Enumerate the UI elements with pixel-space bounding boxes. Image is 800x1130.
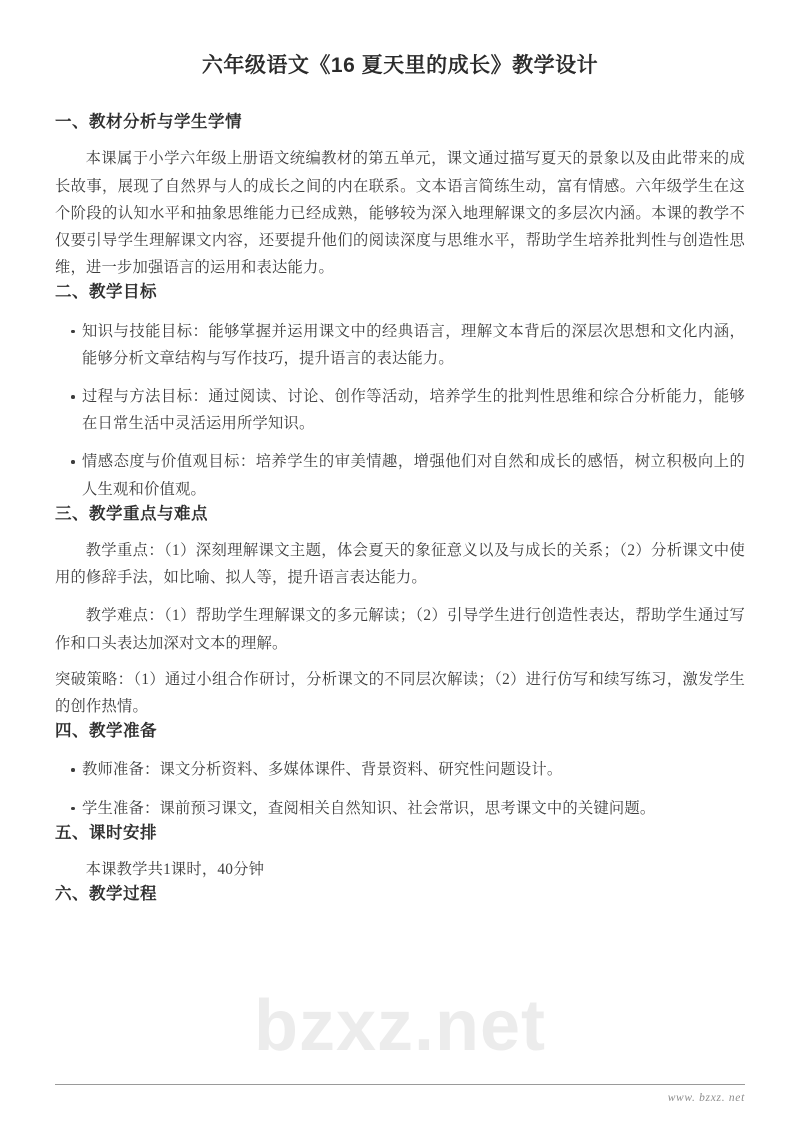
section-heading-class-schedule: 五、课时安排 [55,823,157,842]
section-heading-teaching-preparation: 四、教学准备 [55,722,157,741]
document-title: 六年级语文《16 夏天里的成长》教学设计 [201,54,599,77]
list-item: 过程与方法目标：通过阅读、讨论、创作等活动，培养学生的批判性思维和综合分析能力，能够在日常生活中灵活运用所学知识。 [55,383,745,437]
footer-divider [55,1084,745,1085]
key-points-focus-paragraph: 教学重点：（1）深刻理解课文主题，体会夏天的象征意义以及与成长的关系；（2）分析课文中使用的修辞手法，如比喻、拟人等，提升语言表达能力。 [55,541,745,587]
schedule-paragraph: 本课教学共1课时，40分钟 [85,860,265,878]
list-item: 学生准备：课前预习课文，查阅相关自然知识、社会常识，思考课文中的关键问题。 [55,795,745,822]
objectives-list [55,318,745,503]
footer-url: www. bzxz. net [667,1092,745,1104]
section-heading-teaching-objectives: 二、教学目标 [55,283,157,302]
key-points-difficulty-paragraph: 教学难点：（1）帮助学生理解课文的多元解读；（2）引导学生进行创造性表达，帮助学生通过写作和口头表达加深对文本的理解。 [55,607,745,652]
list-item: 知识与技能目标：能够掌握并运用课文中的经典语言，理解文本背后的深层次思想和文化内涵，能够分析文章结构与写作技巧，提升语言的表达能力。 [55,318,745,372]
section-heading-key-points-and-difficulties: 三、教学重点与难点 [55,504,208,523]
preparation-list [55,756,745,821]
list-item: 教师准备：课文分析资料、多媒体课件、背景资料、研究性问题设计。 [55,756,745,783]
analysis-paragraph: 本课属于小学六年级上册语文统编教材的第五单元，课文通过描写夏天的景象以及由此带来的成长故事，展现了自然界与人的成长之间的内在联系。文本语言简练生动，富有情感。六年级学生在这个阶段的认知水平和抽象思维能力已经成熟，能够较为深入地理解课文的多层次内涵。本课的教学不仅要引导学生理解课文内容，还要提升他们的阅读深度与思维水平，帮助学生培养批判性与创造性思维，进一步加强语言的运用和表达能力。 [55,150,745,277]
page-footer [55,1084,745,1104]
section-heading-teaching-material-analysis: 一、教材分析与学生学情 [55,113,242,132]
document-content [55,0,745,906]
key-points-strategy-paragraph: 突破策略：（1）通过小组合作研讨，分析课文的不同层次解读；（2）进行仿写和续写练习，激发学生的创作热情。 [55,670,745,716]
list-item: 情感态度与价值观目标：培养学生的审美情趣，增强他们对自然和成长的感悟，树立积极向上的人生观和价值观。 [55,448,745,502]
watermark-bzxz: bzxz.net [253,986,547,1066]
section-heading-teaching-process: 六、教学过程 [55,885,157,904]
